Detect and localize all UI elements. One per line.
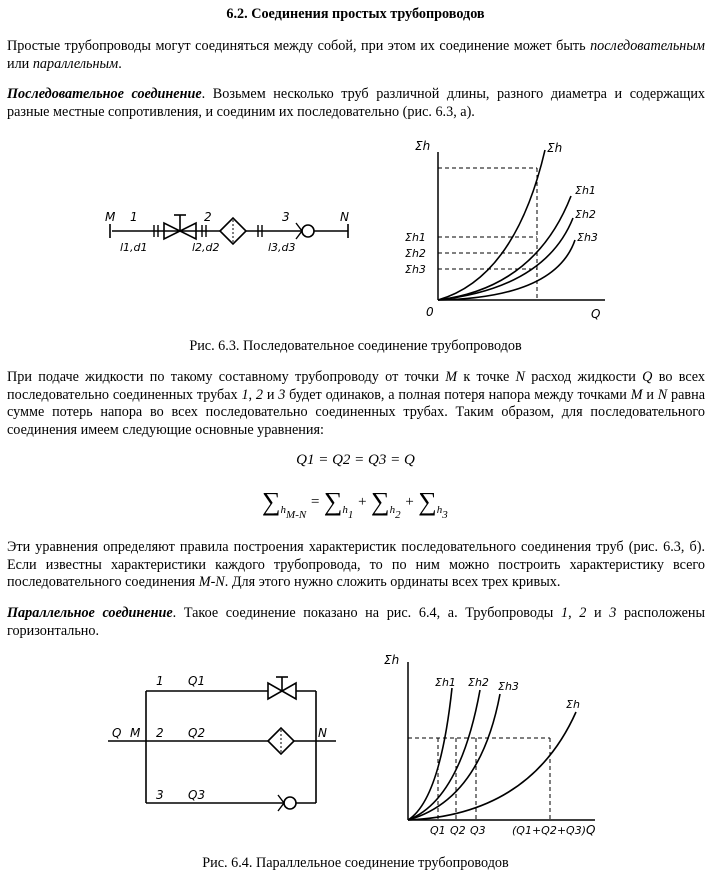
feed-m2: M <box>630 386 643 403</box>
feed-text-9: равна сумме потерь напора во всех последовательно соединенных трубах. Таким образом, для последовательного соединения имеем следующие основные уравнения: <box>7 386 706 438</box>
curve-sum-h3: Σh3 <box>498 680 519 693</box>
eq-equals: = <box>306 494 324 510</box>
axis-q: Q <box>586 823 596 837</box>
eq-plus: + <box>353 494 372 510</box>
label-q1: Q1 <box>188 674 206 688</box>
eq-plus: + <box>400 494 419 510</box>
fig64-caption: Рис. 6.4. Параллельное соединение трубопроводов <box>202 855 509 871</box>
feed-text-8: и <box>642 386 658 403</box>
label-l1d1: l1,d1 <box>120 241 148 254</box>
intro-term-parallel: параллельным <box>32 55 119 72</box>
curve-sum-h: Σh <box>547 141 563 155</box>
sigma-symbol: ∑ <box>262 487 281 516</box>
feed-q: Q <box>642 369 653 385</box>
feed-m: M <box>445 369 458 385</box>
tick-sum-h1: Σh1 <box>405 231 426 244</box>
x-q2: Q2 <box>450 824 466 837</box>
parallel-heading: Параллельное соединение <box>7 605 173 621</box>
curve-sum-h1: Σh1 <box>575 184 596 197</box>
parallel-text-3: и <box>586 605 610 621</box>
feed-n: N <box>515 369 525 385</box>
intro-paragraph <box>7 38 705 73</box>
curve-sum-h3: Σh3 <box>577 231 598 244</box>
label-2: 2 <box>204 210 212 224</box>
parallel-n3: 3 <box>609 605 617 621</box>
eq-h: h <box>280 504 287 516</box>
feed-text-5: , <box>248 386 256 403</box>
label-q3: Q3 <box>188 788 206 802</box>
rules-text-1: Эти уравнения определяют правила построения характеристик последовательного соединения труб (рис. 6.3, б). Если известны характеристики каждого трубопровода, то по ним можно построить характеристику всего последовательного соединения <box>7 539 705 590</box>
feed-text-4: во всех последовательно соединенных трубах <box>7 369 705 403</box>
tick-sum-h3: Σh3 <box>405 263 426 276</box>
sigma-symbol: ∑ <box>323 487 343 516</box>
parallel-text-1: . Такое соединение показано на рис. 6.4, а. Трубопроводы <box>172 605 561 621</box>
feed-paragraph <box>7 369 705 439</box>
rules-paragraph <box>7 539 705 592</box>
curve-sum-h1: Σh1 <box>435 676 456 689</box>
feed-text-3: расход жидкости <box>525 369 643 385</box>
series-text: . Возьмем несколько труб различной длины, разного диаметра и содержащих разные местные сопротивления, и соединим их последовательно (рис. 6.3, а). <box>7 86 706 120</box>
axis-q: Q <box>591 307 601 321</box>
section-title: 6.2. Соединения простых трубопроводов <box>226 6 485 22</box>
eq-h: h <box>342 504 348 516</box>
feed-text-6: и <box>263 386 279 403</box>
sigma-symbol: ∑ <box>418 487 437 516</box>
eq-sub-1: 1 <box>347 509 354 521</box>
intro-text-2: или <box>7 55 33 72</box>
rules-mn: M-N <box>198 574 225 590</box>
label-3: 3 <box>282 210 290 224</box>
parallel-n1: 1 <box>560 605 569 621</box>
rules-text-2: . Для этого нужно сложить ординаты всех трех кривых. <box>224 574 561 590</box>
label-2: 2 <box>156 726 164 740</box>
eq-h: h <box>389 504 396 516</box>
label-l3d3: l3,d3 <box>268 241 296 254</box>
origin-label: 0 <box>426 305 434 319</box>
feed-n3: 3 <box>278 386 286 403</box>
parallel-text-2: , <box>568 605 580 621</box>
parallel-paragraph <box>7 605 705 640</box>
fig63-scheme <box>100 205 360 265</box>
curve-sum-h2: Σh2 <box>468 676 489 689</box>
curve-sum-h2: Σh2 <box>575 208 596 221</box>
curve-sum-h: Σh <box>566 698 580 711</box>
fig64-graph <box>380 650 605 840</box>
eq-sub-2: 2 <box>395 509 401 521</box>
sigma-symbol: ∑ <box>371 487 390 516</box>
axis-sum-h: Σh <box>384 653 400 667</box>
fig63-graph <box>395 138 625 323</box>
label-m: M <box>105 210 116 224</box>
label-n: N <box>318 726 327 740</box>
label-n: N <box>340 210 349 224</box>
label-q-in: Q <box>112 726 122 740</box>
fig63-caption: Рис. 6.3. Последовательное соединение трубопроводов <box>189 338 522 354</box>
equation-head-loss <box>262 487 448 521</box>
label-l2d2: l2,d2 <box>192 241 220 254</box>
intro-text-1: Простые трубопроводы могут соединяться между собой, при этом их соединение может быть <box>7 38 591 54</box>
label-3: 3 <box>156 788 164 802</box>
x-q3: Q3 <box>470 824 486 837</box>
parallel-n2: 2 <box>579 605 587 621</box>
equation-flow: Q1 = Q2 = Q3 = Q <box>296 452 415 468</box>
intro-term-series: последовательным <box>590 38 705 54</box>
eq-sub-mn: M-N <box>286 509 307 521</box>
feed-n1: 1 <box>241 386 249 403</box>
x-q1: Q1 <box>430 824 446 837</box>
label-m: M <box>130 726 141 740</box>
parallel-text-4: расположены горизонтально. <box>7 605 705 639</box>
eq-sub-3: 3 <box>442 509 448 521</box>
label-1: 1 <box>156 674 164 688</box>
series-heading: Последовательное соединение <box>7 86 202 102</box>
fig64-scheme <box>108 665 338 830</box>
feed-text-7: будет одинаков, а полная потеря напора между точками <box>285 386 631 403</box>
feed-text-1: При подаче жидкости по такому составному трубопроводу от точки <box>7 369 446 385</box>
label-q2: Q2 <box>188 726 206 740</box>
x-sum: (Q1+Q2+Q3) <box>512 824 586 837</box>
label-1: 1 <box>130 210 138 224</box>
eq-h: h <box>436 504 443 516</box>
tick-sum-h2: Σh2 <box>405 247 426 260</box>
series-paragraph <box>7 86 705 121</box>
feed-n2-point: N <box>657 386 668 403</box>
feed-n2: 2 <box>255 386 264 403</box>
axis-sum-h: Σh <box>415 139 431 153</box>
intro-text-3: . <box>118 55 122 72</box>
feed-text-2: к точке <box>457 369 516 385</box>
